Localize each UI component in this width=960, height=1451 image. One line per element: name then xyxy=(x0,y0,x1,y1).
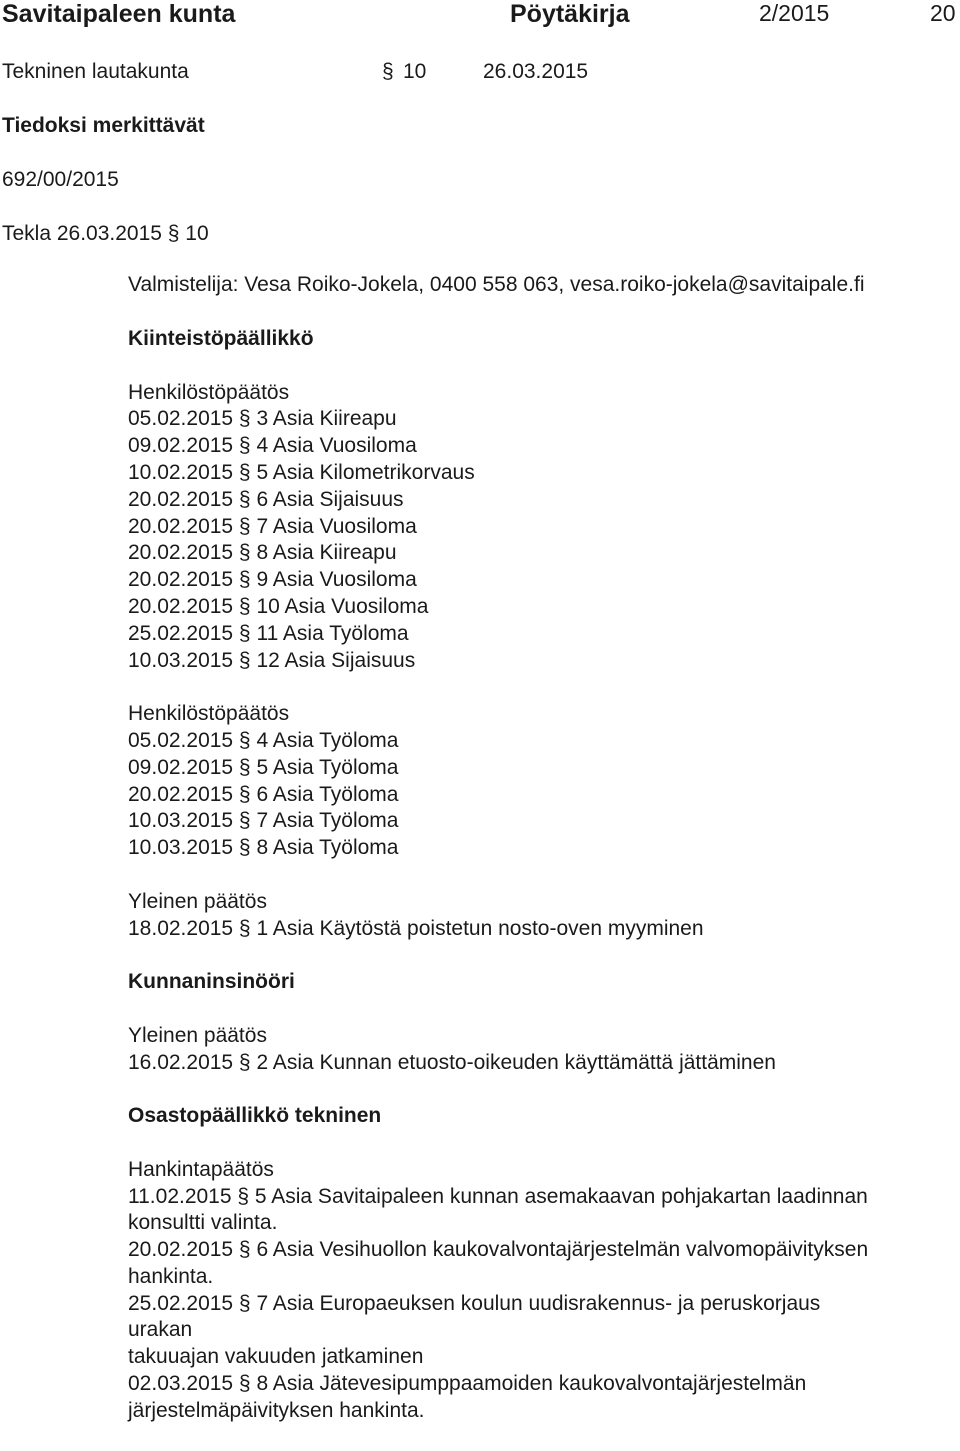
spacer xyxy=(128,353,958,380)
spacer xyxy=(128,1130,958,1157)
page-number: 20 xyxy=(930,0,956,26)
document-number: 2/2015 xyxy=(759,0,830,26)
preparer-line: Valmistelija: Vesa Roiko-Jokela, 0400 558 063, vesa.roiko-jokela@savitaipale.fi xyxy=(128,273,865,296)
section-number: 10 xyxy=(403,60,427,83)
decision-line: 25.02.2015 § 11 Asia Työloma xyxy=(128,621,409,645)
spacer xyxy=(128,674,958,701)
meeting-date: 26.03.2015 xyxy=(483,60,589,83)
meeting-body: Tekninen lautakunta xyxy=(2,60,189,83)
section-title: Kunnaninsinööri xyxy=(128,970,295,994)
decision-list xyxy=(128,326,958,1451)
decision-line: 11.02.2015 § 5 Asia Savitaipaleen kunnan asemakaavan pohjakartan laadinnan xyxy=(128,1184,868,1208)
decision-line: 10.02.2015 § 5 Asia Kilometrikorvaus xyxy=(128,460,475,484)
decision-line: 20.02.2015 § 9 Asia Vuosiloma xyxy=(128,568,417,592)
decision-type: Yleinen päätös xyxy=(128,1023,267,1047)
decision-line: 05.02.2015 § 3 Asia Kiireapu xyxy=(128,407,397,431)
spacer xyxy=(128,1076,958,1103)
document-type: Pöytäkirja xyxy=(510,0,630,28)
spacer xyxy=(128,1425,958,1451)
decision-line: 20.02.2015 § 6 Asia Sijaisuus xyxy=(128,487,404,511)
decision-line: takuuajan vakuuden jatkaminen xyxy=(128,1345,424,1369)
decision-line: 09.02.2015 § 4 Asia Vuosiloma xyxy=(128,434,417,458)
section-title: Osastopäällikkö tekninen xyxy=(128,1104,382,1128)
decision-line: 10.03.2015 § 8 Asia Työloma xyxy=(128,836,399,860)
decision-line: 10.03.2015 § 7 Asia Työloma xyxy=(128,809,399,833)
decision-line: konsultti valinta. xyxy=(128,1211,278,1235)
decision-line: 09.02.2015 § 5 Asia Työloma xyxy=(128,755,399,779)
decision-line: 20.02.2015 § 7 Asia Vuosiloma xyxy=(128,514,417,538)
decision-line: 20.02.2015 § 10 Asia Vuosiloma xyxy=(128,594,429,618)
decision-type: Yleinen päätös xyxy=(128,889,267,913)
item-dnro: 692/00/2015 xyxy=(2,168,119,191)
decision-line: 25.02.2015 § 7 Asia Europaeuksen koulun uudisrakennus- ja peruskorjaus xyxy=(128,1291,821,1315)
decision-line: järjestelmäpäivityksen hankinta. xyxy=(128,1398,425,1422)
decision-line: 18.02.2015 § 1 Asia Käytöstä poistetun nosto-oven myyminen xyxy=(128,916,704,940)
decision-line: 05.02.2015 § 4 Asia Työloma xyxy=(128,728,399,752)
item-reference: Tekla 26.03.2015 § 10 xyxy=(2,222,209,245)
item-title: Tiedoksi merkittävät xyxy=(2,114,205,137)
municipality-name: Savitaipaleen kunta xyxy=(2,0,236,28)
decision-line: 02.03.2015 § 8 Asia Jätevesipumppaamoiden kaukovalvontajärjestelmän xyxy=(128,1372,807,1396)
decision-type: Henkilöstöpäätös xyxy=(128,380,290,404)
decision-type: Henkilöstöpäätös xyxy=(128,702,290,726)
decision-type: Hankintapäätös xyxy=(128,1157,274,1181)
decision-line: 20.02.2015 § 8 Asia Kiireapu xyxy=(128,541,397,565)
section-mark: § xyxy=(382,60,394,83)
decision-line: 20.02.2015 § 6 Asia Vesihuollon kaukovalvontajärjestelmän valvomopäivityksen xyxy=(128,1238,869,1262)
section-title: Kiinteistöpäällikkö xyxy=(128,327,314,350)
decision-line: hankinta. xyxy=(128,1264,214,1288)
spacer xyxy=(128,862,958,889)
decision-line: 16.02.2015 § 2 Asia Kunnan etuosto-oikeuden käyttämättä jättäminen xyxy=(128,1050,776,1074)
decision-line: 20.02.2015 § 6 Asia Työloma xyxy=(128,782,399,806)
decision-line: 10.03.2015 § 12 Asia Sijaisuus xyxy=(128,648,416,672)
spacer xyxy=(128,996,958,1023)
spacer xyxy=(128,942,958,969)
decision-line: urakan xyxy=(128,1318,193,1342)
